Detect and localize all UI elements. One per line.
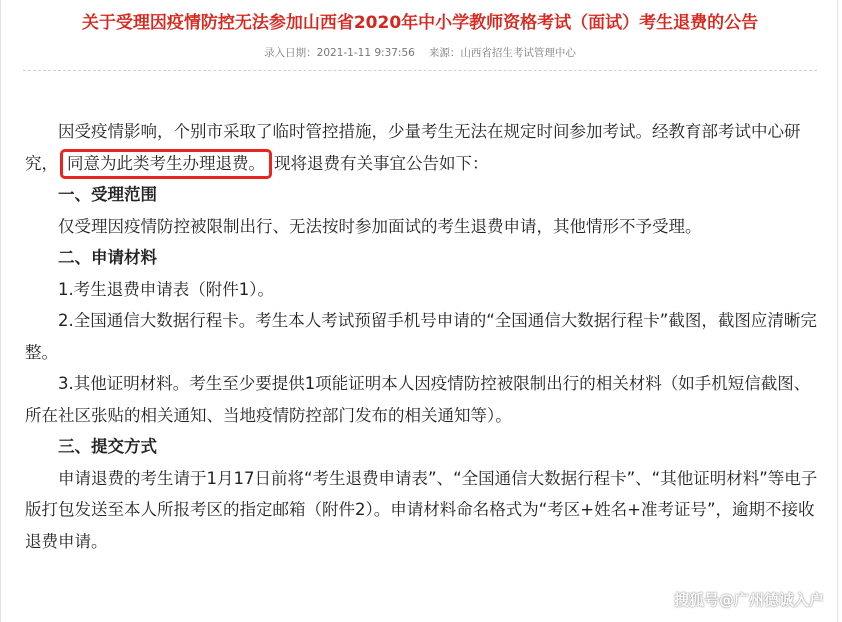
date-value: 2021-1-11 9:37:56 <box>316 47 415 59</box>
source-label: 来源： <box>428 47 461 59</box>
article-meta <box>1 45 839 60</box>
materials-item-3: 3.其他证明材料。考生至少要提供1项能证明本人因疫情防控被限制出行的相关材料（如手机短信截图、所在社区张贴的相关通知、当地疫情防控部门发布的相关通知等）。 <box>25 374 811 425</box>
section-heading-submission: 三、提交方式 <box>58 437 157 456</box>
watermark: 搜狐号@广州德诚入户 <box>673 591 824 609</box>
source-value: 山西省招生考试管理中心 <box>460 47 576 59</box>
section-heading-scope: 一、受理范围 <box>58 185 157 204</box>
meta-divider <box>23 70 817 71</box>
materials-item-1: 1.考生退费申请表（附件1）。 <box>58 279 274 299</box>
intro-text-after: 现将退费有关事宜公告如下： <box>274 153 489 173</box>
article-body <box>25 116 825 557</box>
date-label: 录入日期： <box>264 47 317 59</box>
materials-item-2: 2.全国通信大数据行程卡。考生本人考试预留手机号申请的“全国通信大数据行程卡”截图，截图应清晰完整。 <box>25 311 817 362</box>
highlighted-phrase: 同意为此类考生办理退费。 <box>60 149 272 179</box>
article-title: 关于受理因疫情防控无法参加山西省2020年中小学教师资格考试（面试）考生退费的公告 <box>81 13 759 33</box>
intro-paragraph <box>25 116 825 179</box>
section-scope-paragraph: 仅受理因疫情防控被限制出行、无法按时参加面试的考生退费申请，其他情形不予受理。 <box>58 216 702 236</box>
section-heading-materials: 二、申请材料 <box>58 248 157 267</box>
submission-paragraph: 申请退费的考生请于1月17日前将“考生退费申请表”、“全国通信大数据行程卡”、“其他证明材料”等电子版打包发送至本人所报考区的指定邮箱（附件2）。申请材料命名格式为“考区+姓名+准考证号”，逾期不接收退费申请。 <box>25 468 818 551</box>
intro-text-before: 因受疫情影响，个别市采取了临时管控措施，少量考生无法在规定时间参加考试。经教育部考试中心研究， <box>25 122 801 173</box>
